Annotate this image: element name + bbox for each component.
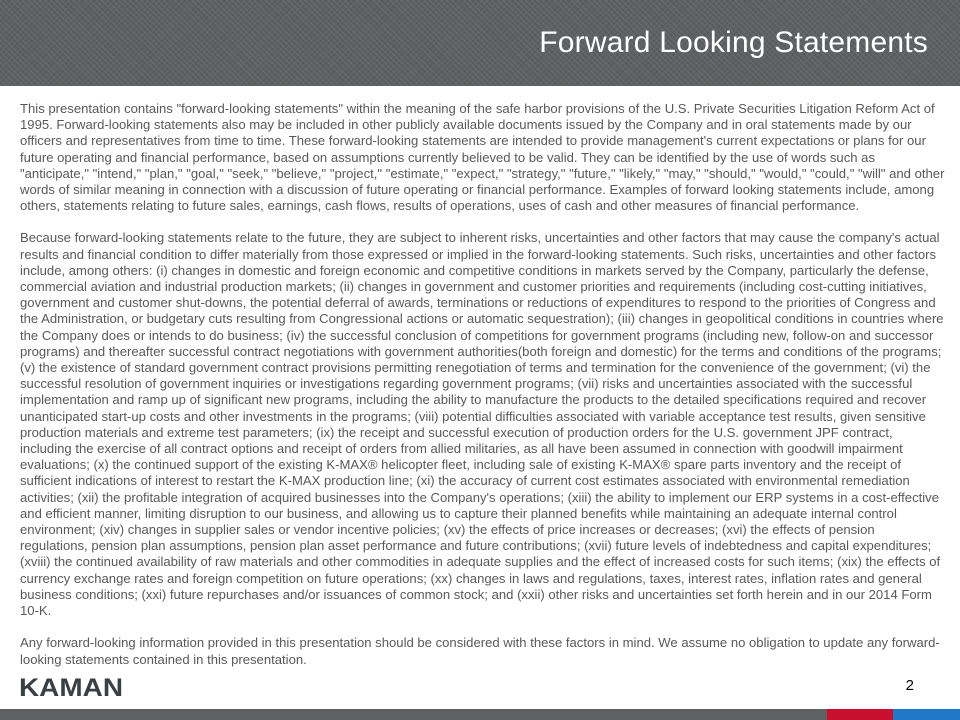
slide-header xyxy=(0,0,960,86)
disclaimer-body xyxy=(20,101,945,668)
logo-wordmark: KAMAN xyxy=(19,676,123,698)
paragraph-intro: This presentation contains "forward-looking statements" within the meaning of the safe harbor provisions of the U.S. Private Securities Litigation Reform Act of 1995. Forward-looking statements also may be included in other publicly available documents issued by the Company and in oral statements made by our officers and representatives from time to time. These forward-looking statements are intended to provide management's current expectations or plans for our future operating and financial performance, based on assumptions currently believed to be valid. They can be identified by the use of words such as "anticipate," "intend," "plan," "goal," "seek," "believe," "project," "estimate," "expect," "strategy," "future," "likely," "may," "should," "would," "could," "will" and other words of similar meaning in connection with a discussion of future operating or financial performance. Examples of forward looking statements include, among others, statements relating to future sales, earnings, cash flows, results of operations, uses of cash and other measures of financial performance. xyxy=(20,101,945,214)
footer-color-bar xyxy=(0,709,960,720)
page-number: 2 xyxy=(905,677,914,694)
paragraph-risks: Because forward-looking statements relate to the future, they are subject to inherent risks, uncertainties and other factors that may cause the company's actual results and financial condition to differ materially from those expressed or implied in the forward-looking statements. Such risks, uncertainties and other factors include, among others: (i) changes in domestic and foreign economic and competitive conditions in markets served by the Company, particularly the defense, commercial aviation and industrial production markets; (ii) changes in government and customer priorities and requirements (including cost-cutting initiatives, government and customer shut-downs, the potential deferral of awards, terminations or reductions of expenditures to respond to the priorities of Congress and the Administration, or budgetary cuts resulting from Congressional actions or automatic sequestration); (iii) changes in geopolitical conditions in countries where the Company does or intends to do business; (iv) the successful conclusion of competitions for government programs (including new, follow-on and successor programs) and thereafter successful contract negotiations with government authorities(both foreign and domestic) for the terms and conditions of the programs; (v) the existence of standard government contract provisions permitting renegotiation of terms and termination for the convenience of the government; (vi) the successful resolution of government inquiries or investigations regarding government programs; (vii) risks and uncertainties associated with the successful implementation and ramp up of significant new programs, including the ability to manufacture the products to the detailed specifications required and recover unanticipated start-up costs and other investments in the programs; (viii) potential difficulties associated with variable acceptance test results, given sensitive production materials and extreme test parameters; (ix) the receipt and successful execution of production orders for the U.S. government JPF contract, including the exercise of all contract options and receipt of orders from allied militaries, as all have been assumed in connection with goodwill impairment evaluations; (x) the continued support of the existing K-MAX® helicopter fleet, including sale of existing K-MAX® spare parts inventory and the receipt of sufficient indications of interest to restart the K-MAX production line; (xi) the accuracy of current cost estimates associated with environmental remediation activities; (xii) the profitable integration of acquired businesses into the Company's operations; (xiii) the ability to implement our ERP systems in a cost-effective and efficient manner, limiting disruption to our business, and allowing us to capture their planned benefits while maintaining an adequate internal control environment; (xiv) changes in supplier sales or vendor incentive policies; (xv) the effects of price increases or decreases; (xvi) the effects of pension regulations, pension plan assumptions, pension plan asset performance and future contributions; (xvii) future levels of indebtedness and capital expenditures; (xviii) the continued availability of raw materials and other commodities in adequate supplies and the effect of increased costs for such items; (xix) the effects of currency exchange rates and foreign competition on future operations; (xx) changes in laws and regulations, taxes, interest rates, inflation rates and general business conditions; (xxi) future repurchases and/or issuances of common stock; and (xxii) other risks and uncertainties set forth herein and in our 2014 Form 10-K. xyxy=(20,230,944,619)
footer-bar-blue-segment xyxy=(893,709,960,720)
footer-bar-gray-segment xyxy=(0,709,827,720)
footer-bar-red-segment xyxy=(827,709,893,720)
kaman-logo xyxy=(19,676,123,698)
slide-title: Forward Looking Statements xyxy=(539,26,928,59)
paragraph-closing: Any forward-looking information provided in this presentation should be considered with these factors in mind. We assume no obligation to update any forward-looking statements contained in this presentation. xyxy=(20,635,940,667)
